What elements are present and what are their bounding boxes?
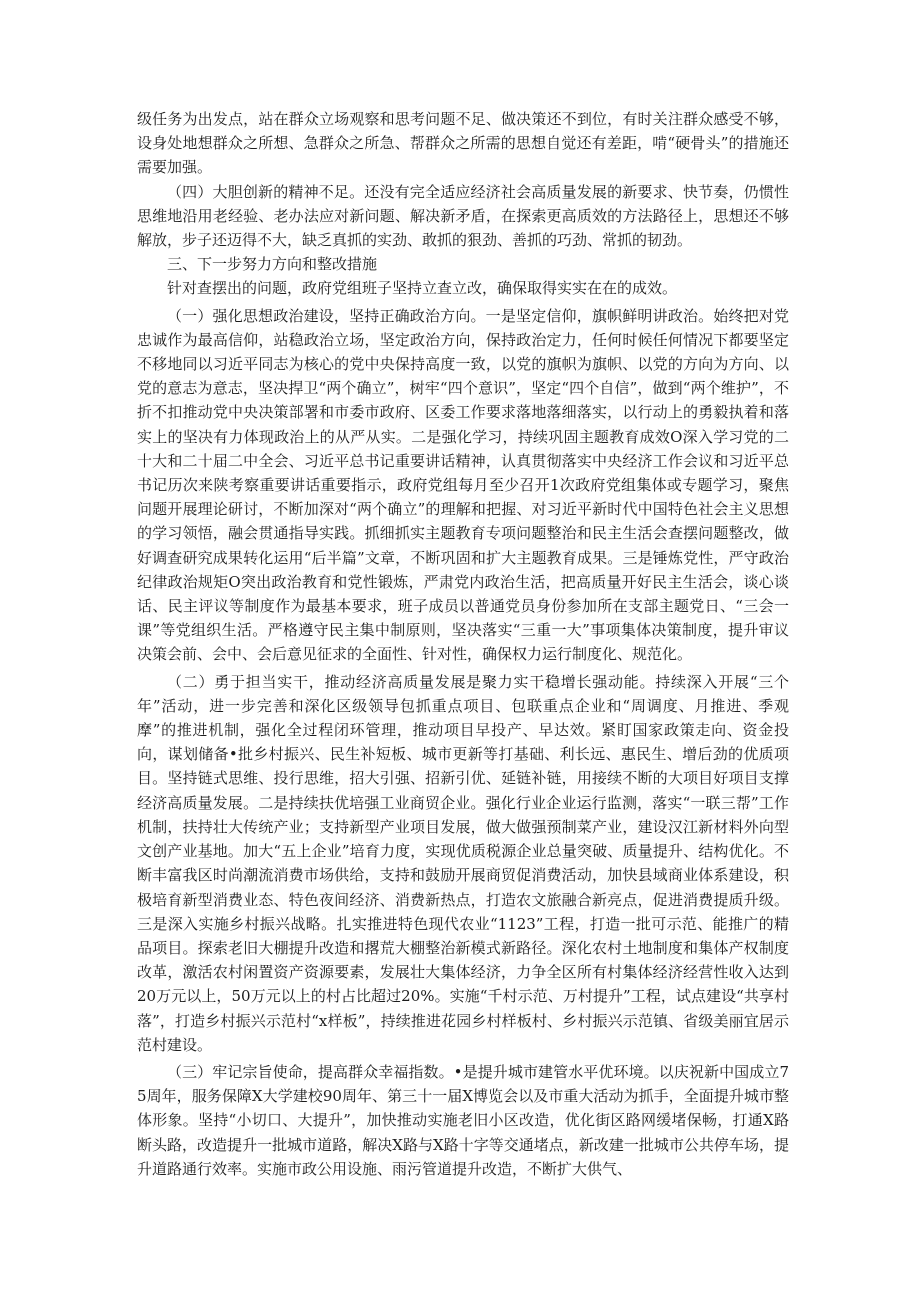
paragraph-problem-continuation: 级任务为出发点，站在群众立场观察和思考问题不足、做决策还不到位，有时关注群众感受不够，设身处地想群众之所想、急群众之所急、帮群众之所需的思想自觉还有差距，啃“硬骨头”的措施还需要加强。: [137, 110, 789, 177]
paragraph-innovation-shortfall: （四）大胆创新的精神不足。还没有完全适应经济社会高质量发展的新要求、快节奏，仍惯性思维地沿用老经验、老办法应对新问题、解决新矛盾，在探索更高质效的方法路径上，思想还不够解放，步子还迈得不大，缺乏真抓的实劲、敢抓的狠劲、善抓的巧劲、常抓的韧劲。: [137, 182, 789, 250]
paragraph-economic-development: （二）勇于担当实干，推动经济高质量发展是聚力实干稳增长强动能。持续深入开展“三个年”活动，进一步完善和深化区级领导包抓重点项目、包联重点企业和“周调度、月推进、季观摩”的推进机制，强化全过程闭环管理，推动项目早投产、早达效。紧盯国家政策走向、资金投向，谋划储备•批乡村振兴、民生补短板、城市更新等打基础、利长远、惠民生、增后劲的优质项目。坚持链式思维、投行思维，招大引强、招新引优、延链补链，用接续不断的大项目好项目支撑经济高质量发展。二是持续扶优培强工业商贸企业。强化行业企业运行监测，落实“一联三帮”工作机制，扶持壮大传统产业；支持新型产业项目发展，做大做强预制菜产业，建设汉江新材料外向型文创产业基地。加大“五上企业”培育力度，实现优质税源企业总量突破、质量提升、结构优化。不断丰富我区时尚潮流消费市场供给，支持和鼓励开展商贸促消费活动，加快县域商业体系建设，积极培育新型消费业态、特色夜间经济、消费新热点，打造农文旅融合新亮点，促进消费提质升级。三是深入实施乡村振兴战略。扎实推进特色现代农业“1123”工程，打造一批可示范、能推广的精品项目。探索老旧大棚提升改造和撂荒大棚整治新模式新路径。深化农村土地制度和集体产权制度改革，激活农村闲置资产资源要素，发展壮大集体经济，力争全区所有村集体经济经营性收入达到20万元以上，50万元以上的村占比超过20%。实施“千村示范、万村提升”工程，试点建设“共享村落”，打造乡村振兴示范村“x样板”，持续推进花园乡村样板村、乡村振兴示范镇、省级美丽宜居示范村建设。: [137, 672, 789, 1054]
section-heading-next-steps: 三、下一步努力方向和整改措施: [167, 255, 378, 274]
paragraph-public-wellbeing: （三）牢记宗旨使命，提高群众幸福指数。•是提升城市建管水平优环境。以庆祝新中国成立75周年，服务保障X大学建校90周年、第三十一届X博览会以及市重大活动为抓手，全面提升城市整体形象。坚持“小切口、大提升”，加快推动实施老旧小区改造，优化街区路网缓堵保畅，打通X路断头路，改造提升一批城市道路，解决X路与X路十字等交通堵点，新改建一批城市公共停车场，提升道路通行效率。实施市政公用设施、雨污管道提升改造，不断扩大供气、: [137, 1062, 789, 1178]
paragraph-political-building: （一）强化思想政治建设，坚持正确政治方向。一是坚定信仰，旗帜鲜明讲政治。始终把对党忠诚作为最高信仰，站稳政治立场，坚定政治方向，保持政治定力，任何时候任何情况下都要坚定不移地同以习近平同志为核心的党中央保持高度一致，以党的旗帜为旗帜、以党的方向为方向、以党的意志为意志，坚决捍卫“两个确立”，树牢“四个意识”，坚定“四个自信”，做到“两个维护”，不折不扣推动党中央决策部署和市委市政府、区委工作要求落地落细落实，以行动上的勇毅执着和落实上的坚决有力体现政治上的从严从实。二是强化学习，持续巩固主题教育成效O深入学习党的二十大和二十届二中全会、习近平总书记重要讲话精神，认真贯彻落实中央经济工作会议和习近平总书记历次来陕考察重要讲话重要指示，政府党组每月至少召开1次政府党组集体或专题学习，聚焦问题开展理论研讨，不断加深对“两个确立”的理解和把握、对习近平新时代中国特色社会主义思想的学习领悟，融会贯通指导实践。抓细抓实主题教育专项问题整治和民主生活会查摆问题整改，做好调查研究成果转化运用“后半篇”文章，不断巩固和扩大主题教育成果。三是锤炼党性，严守政治纪律政治规矩O突出政治教育和党性锻炼，严肃党内政治生活，把高质量开好民主生活会，谈心谈话、民主评议等制度作为最基本要求，班子成员以普通党员身份参加所在支部主题党日、“三会一课”等党组织生活。严格遵守民主集中制原则，坚决落实“三重一大”事项集体决策制度，提升审议决策会前、会中、会后意见征求的全面性、针对性，确保权力运行制度化、规范化。: [137, 306, 789, 664]
paragraph-intro-rectification: 针对查摆出的问题，政府党组班子坚持立查立改，确保取得实实在在的成效。: [167, 279, 678, 298]
document-page: [137, 107, 789, 1181]
